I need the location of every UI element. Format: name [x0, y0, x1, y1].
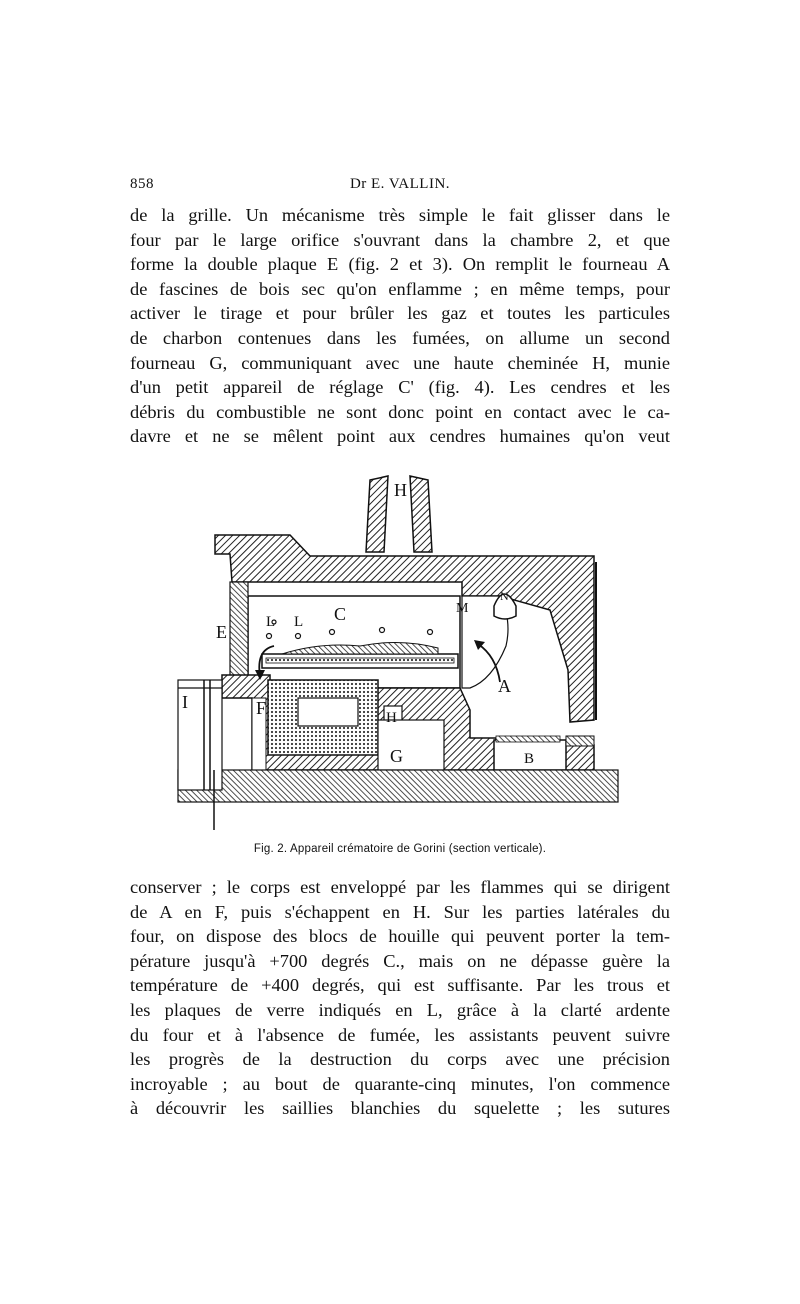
text-line: les progrès de la destruction du corps avec une précision	[130, 1049, 670, 1070]
page-number: 858	[130, 176, 154, 192]
text-line: four, on dispose des blocs de houille qui peuvent porter la tem-	[130, 926, 670, 947]
label-h-mid: H	[386, 710, 397, 726]
text-line: four par le large orifice s'ouvrant dans la chambre 2, et que	[130, 229, 670, 250]
label-b: B	[524, 751, 535, 767]
foundation	[178, 770, 618, 802]
text-line: activer le tirage et pour brûler les gaz et toutes les particules	[130, 303, 670, 324]
label-a: A	[498, 676, 511, 696]
label-c: C	[334, 604, 347, 624]
label-f: F	[256, 698, 267, 718]
text-line: de la grille. Un mécanisme très simple le fait glisser dans le	[130, 205, 670, 225]
text-line: température de +400 degrés, qui est suffisante. Par les trous et	[130, 975, 670, 996]
label-m: M	[456, 601, 469, 616]
paragraph-bottom	[130, 875, 670, 1121]
running-header	[130, 176, 670, 198]
label-g: G	[390, 746, 403, 766]
text-line: pérature jusqu'à +700 degrés C., mais on ne dépasse guère la	[130, 950, 670, 971]
figure-caption: Fig. 2. Appareil crématoire de Gorini (section verticale).	[253, 843, 547, 855]
label-l-2: L	[294, 614, 304, 630]
text-line: de fascines de bois sec qu'on enflamme ; en même temps, pour	[130, 278, 670, 299]
text-line: fourneau G, communiquant avec une haute cheminée H, munie	[130, 352, 670, 373]
label-h-top: H	[394, 480, 407, 500]
cremation-apparatus-figure	[170, 470, 630, 840]
text-line: débris du combustible ne sont donc point en contact avec le ca-	[130, 401, 670, 422]
lower-furnace	[222, 675, 594, 770]
label-l: L	[266, 614, 276, 630]
text-line: conserver ; le corps est enveloppé par les flammes qui se dirigent	[130, 877, 670, 897]
text-line: davre et ne se mêlent point aux cendres humaines qu'on veut	[130, 426, 670, 447]
text-line: d'un petit appareil de réglage C' (fig. 4). Les cendres et les	[130, 377, 670, 398]
label-i: I	[182, 692, 188, 712]
text-line: forme la double plaque E (fig. 2 et 3). On remplit le fourneau A	[130, 254, 670, 275]
text-line: les plaques de verre indiqués en L, grâce à la clarté ardente	[130, 999, 670, 1020]
label-n: N	[500, 589, 509, 603]
text-line: de charbon contenues dans les fumées, on allume un second	[130, 327, 670, 348]
text-line: du four et à l'absence de fumée, les assistants peuvent suivre	[130, 1024, 670, 1045]
paragraph-top	[130, 203, 670, 449]
text-line: à découvrir les saillies blanchies du squelette ; les sutures	[130, 1098, 670, 1119]
text-line: incroyable ; au bout de quarante-cinq minutes, l'on commence	[130, 1073, 670, 1094]
furnace-section-drawing	[170, 470, 630, 840]
running-head-title: Dr E. VALLIN.	[349, 176, 451, 192]
combustion-chamber	[248, 596, 460, 688]
label-e: E	[216, 622, 227, 642]
text-line: de A en F, puis s'échappent en H. Sur les parties latérales du	[130, 901, 670, 922]
